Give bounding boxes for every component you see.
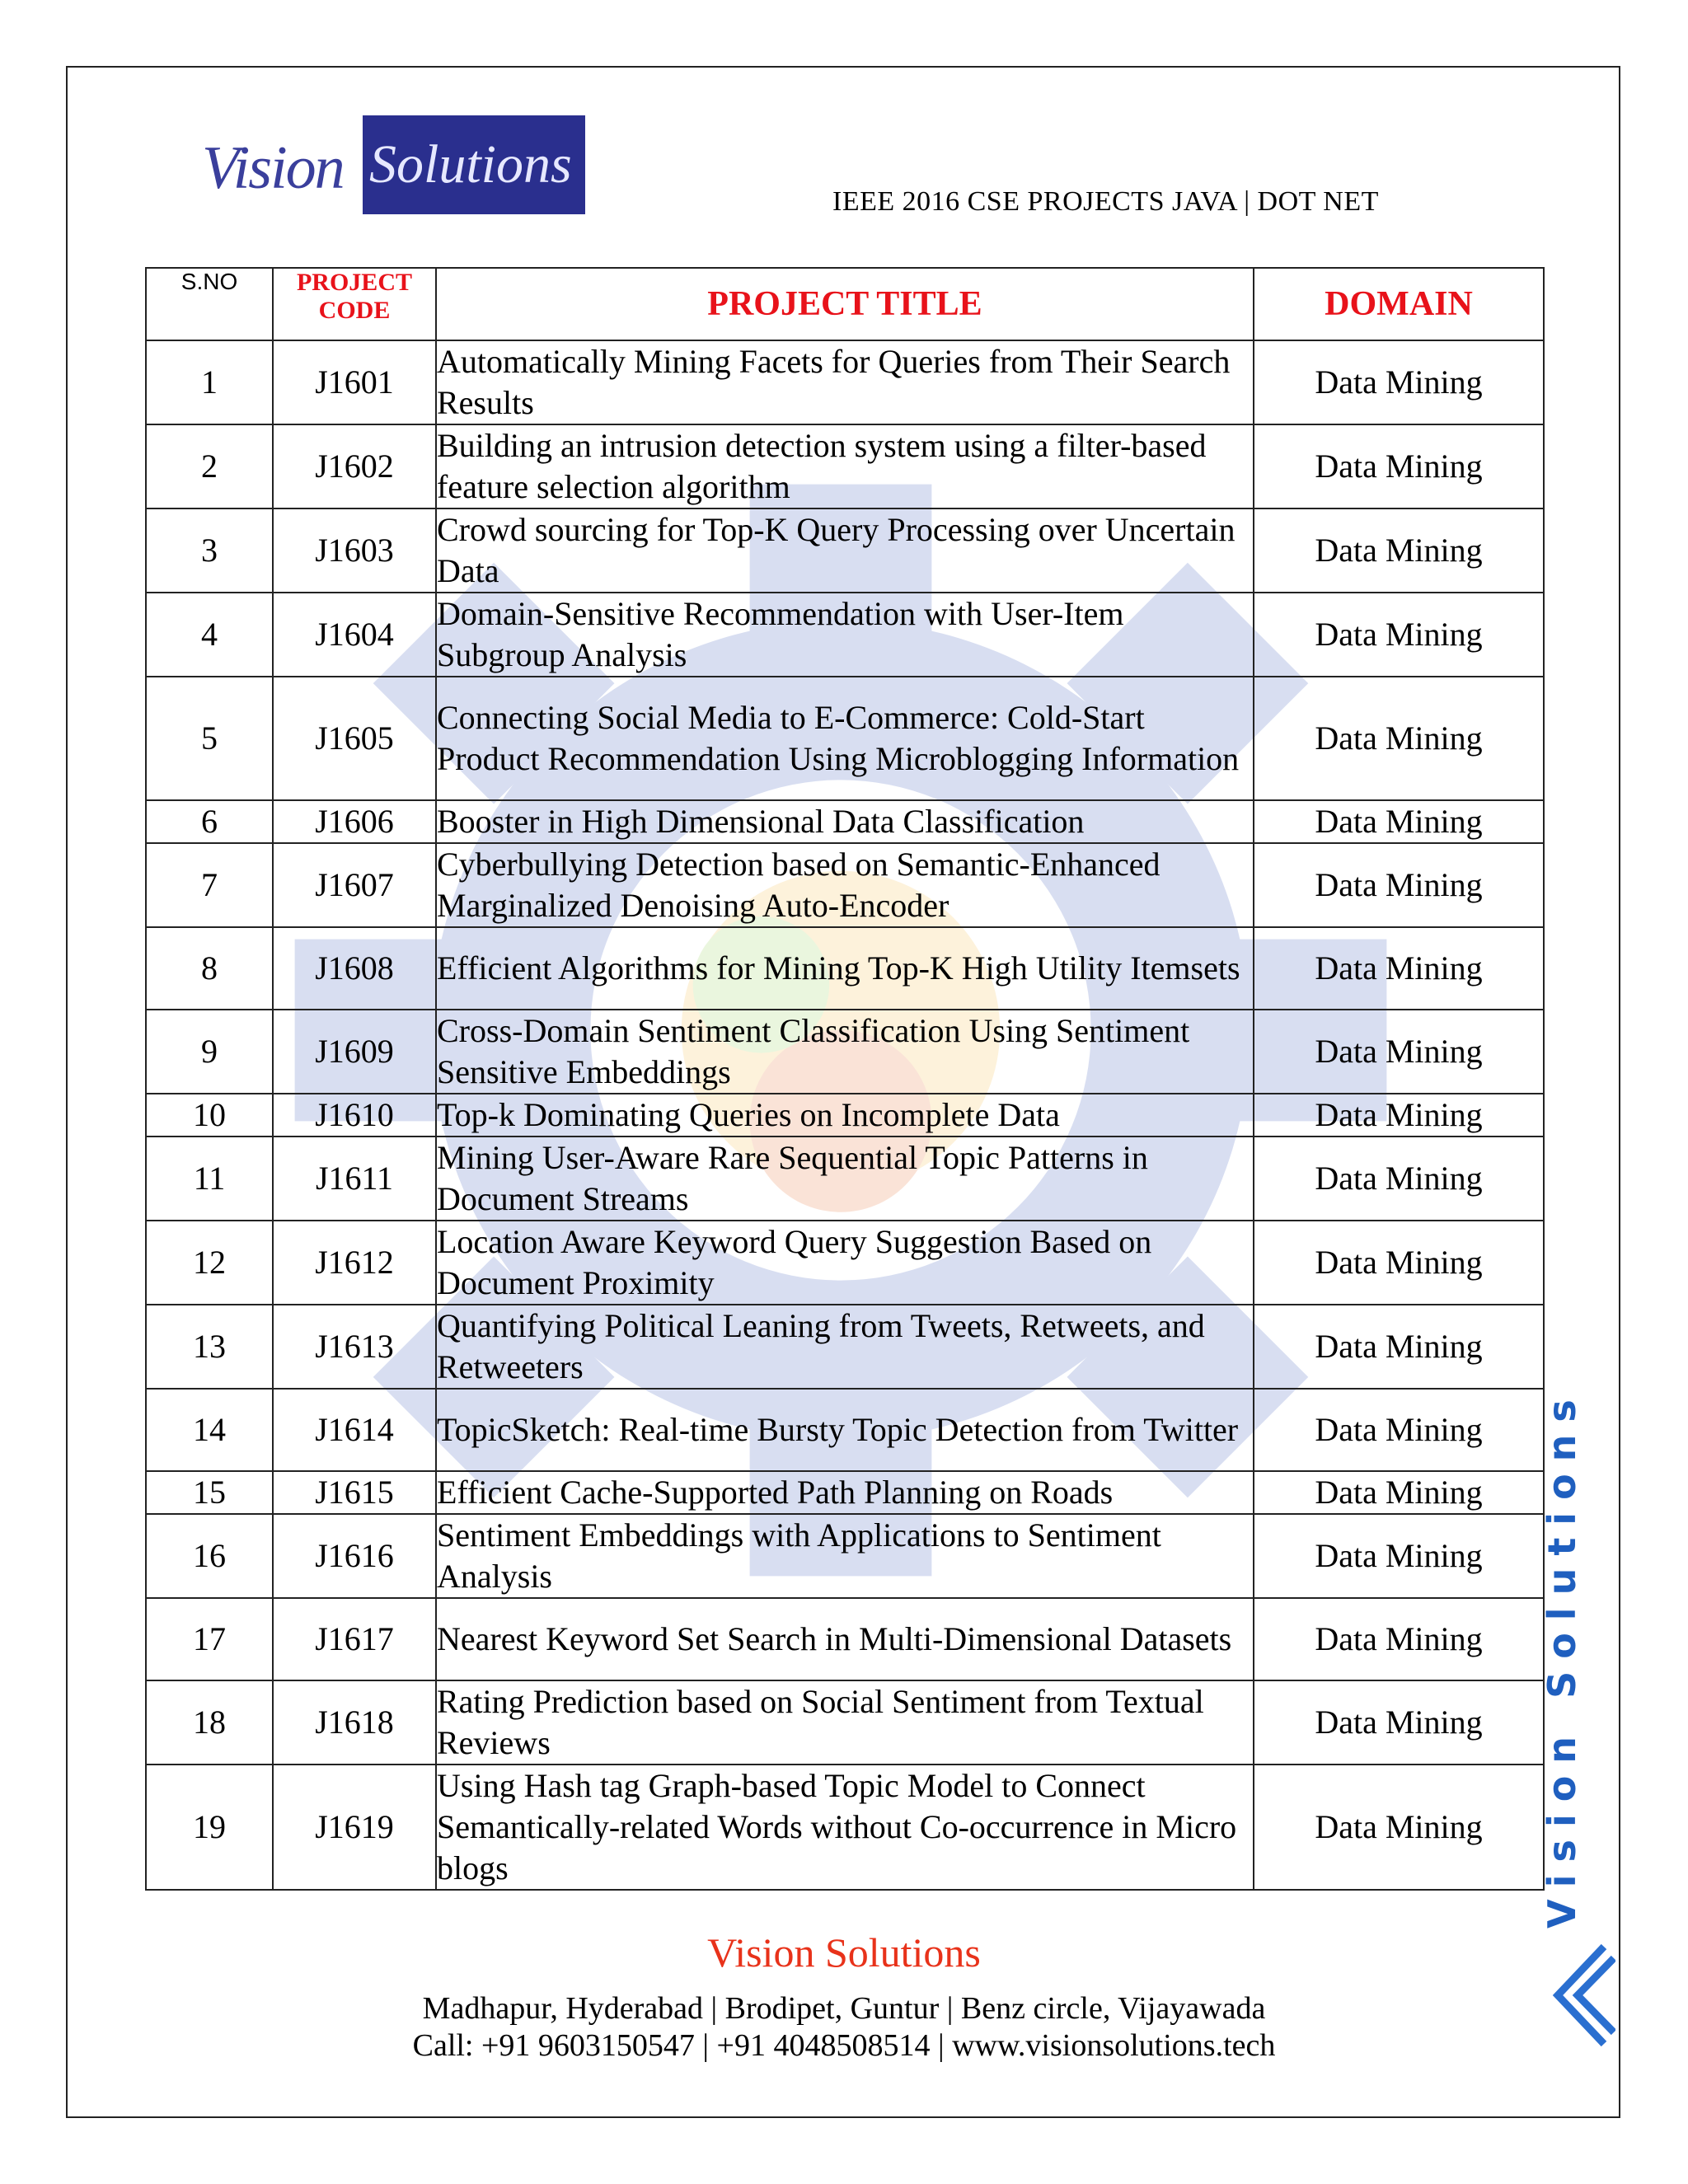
cell-domain: Data Mining — [1254, 1221, 1544, 1305]
table-row — [146, 1137, 1544, 1221]
table-row — [146, 593, 1544, 677]
cell-project-title: Mining User-Aware Rare Sequential Topic Patterns in Document Streams — [436, 1137, 1254, 1221]
cell-sno: 9 — [146, 1010, 273, 1094]
cell-domain: Data Mining — [1254, 1598, 1544, 1680]
cell-sno: 18 — [146, 1680, 273, 1765]
table-row — [146, 1514, 1544, 1598]
cell-domain: Data Mining — [1254, 677, 1544, 800]
chevron-logo-icon — [1546, 1942, 1615, 2049]
cell-domain: Data Mining — [1254, 1010, 1544, 1094]
cell-sno: 14 — [146, 1389, 273, 1471]
table-row — [146, 1305, 1544, 1389]
cell-project-title: Using Hash tag Graph-based Topic Model to Connect Semantically-related Words without Co-occurrence in Micro blogs — [436, 1765, 1254, 1890]
cell-project-code: J1617 — [273, 1598, 436, 1680]
cell-sno: 16 — [146, 1514, 273, 1598]
cell-project-code: J1619 — [273, 1765, 436, 1890]
cell-sno: 17 — [146, 1598, 273, 1680]
cell-project-code: J1607 — [273, 843, 436, 927]
table-row — [146, 1598, 1544, 1680]
table-row — [146, 1765, 1544, 1890]
cell-project-code: J1605 — [273, 677, 436, 800]
cell-project-title: Quantifying Political Leaning from Tweets, Retweets, and Retweeters — [436, 1305, 1254, 1389]
cell-sno: 3 — [146, 509, 273, 593]
cell-project-title: TopicSketch: Real-time Bursty Topic Detection from Twitter — [436, 1389, 1254, 1471]
cell-project-code: J1618 — [273, 1680, 436, 1765]
cell-project-title: Connecting Social Media to E-Commerce: Cold-Start Product Recommendation Using Microblogging Information — [436, 677, 1254, 800]
cell-domain: Data Mining — [1254, 927, 1544, 1010]
cell-project-code: J1616 — [273, 1514, 436, 1598]
side-brand-text: Vision Solutions — [1540, 1387, 1584, 1929]
table-row — [146, 424, 1544, 509]
cell-domain: Data Mining — [1254, 1471, 1544, 1514]
logo-word-solutions: Solutions — [363, 115, 585, 214]
cell-domain: Data Mining — [1254, 1094, 1544, 1137]
table-row — [146, 677, 1544, 800]
cell-domain: Data Mining — [1254, 1514, 1544, 1598]
cell-project-title: Sentiment Embeddings with Applications to Sentiment Analysis — [436, 1514, 1254, 1598]
cell-sno: 1 — [146, 340, 273, 424]
table-row — [146, 843, 1544, 927]
cell-project-code: J1609 — [273, 1010, 436, 1094]
cell-project-code: J1613 — [273, 1305, 436, 1389]
cell-project-code: J1608 — [273, 927, 436, 1010]
cell-domain: Data Mining — [1254, 800, 1544, 843]
cell-sno: 15 — [146, 1471, 273, 1514]
cell-domain: Data Mining — [1254, 1765, 1544, 1890]
cell-sno: 12 — [146, 1221, 273, 1305]
cell-project-code: J1604 — [273, 593, 436, 677]
footer-company-name: Vision Solutions — [707, 1929, 981, 1975]
cell-project-title: Domain-Sensitive Recommendation with User-Item Subgroup Analysis — [436, 593, 1254, 677]
table-row — [146, 1010, 1544, 1094]
cell-sno: 7 — [146, 843, 273, 927]
cell-domain: Data Mining — [1254, 1389, 1544, 1471]
footer-contact: Call: +91 9603150547 | +91 4048508514 | www.visionsolutions.tech — [412, 2028, 1276, 2063]
logo-word-vision: Vision — [202, 134, 344, 202]
cell-domain: Data Mining — [1254, 1680, 1544, 1765]
table-row — [146, 1471, 1544, 1514]
cell-project-title: Rating Prediction based on Social Sentiment from Textual Reviews — [436, 1680, 1254, 1765]
cell-sno: 4 — [146, 593, 273, 677]
cell-project-title: Nearest Keyword Set Search in Multi-Dimensional Datasets — [436, 1598, 1254, 1680]
cell-project-title: Efficient Algorithms for Mining Top-K High Utility Itemsets — [436, 927, 1254, 1010]
footer-address: Madhapur, Hyderabad | Brodipet, Guntur | Benz circle, Vijayawada — [422, 1991, 1266, 2026]
header-domain: DOMAIN — [1254, 268, 1544, 340]
cell-sno: 8 — [146, 927, 273, 1010]
table-row — [146, 1680, 1544, 1765]
cell-project-code: J1615 — [273, 1471, 436, 1514]
table-row — [146, 1094, 1544, 1137]
table-row — [146, 927, 1544, 1010]
table-row — [146, 800, 1544, 843]
cell-project-title: Crowd sourcing for Top-K Query Processing over Uncertain Data — [436, 509, 1254, 593]
cell-domain: Data Mining — [1254, 509, 1544, 593]
cell-project-code: J1611 — [273, 1137, 436, 1221]
cell-project-title: Building an intrusion detection system using a filter-based feature selection algorithm — [436, 424, 1254, 509]
cell-sno: 11 — [146, 1137, 273, 1221]
cell-project-code: J1614 — [273, 1389, 436, 1471]
table-row — [146, 509, 1544, 593]
cell-project-title: Efficient Cache-Supported Path Planning on Roads — [436, 1471, 1254, 1514]
header-sno: S.NO — [146, 268, 273, 340]
cell-project-title: Cyberbullying Detection based on Semantic-Enhanced Marginalized Denoising Auto-Encoder — [436, 843, 1254, 927]
cell-project-code: J1612 — [273, 1221, 436, 1305]
company-logo — [202, 115, 585, 214]
cell-project-code: J1603 — [273, 509, 436, 593]
cell-domain: Data Mining — [1254, 1305, 1544, 1389]
cell-domain: Data Mining — [1254, 1137, 1544, 1221]
cell-domain: Data Mining — [1254, 340, 1544, 424]
cell-sno: 19 — [146, 1765, 273, 1890]
cell-project-title: Cross-Domain Sentiment Classification Using Sentiment Sensitive Embeddings — [436, 1010, 1254, 1094]
cell-project-title: Top-k Dominating Queries on Incomplete Data — [436, 1094, 1254, 1137]
projects-table — [145, 267, 1545, 1891]
header-project-title: PROJECT TITLE — [436, 268, 1254, 340]
table-row — [146, 340, 1544, 424]
cell-project-code: J1606 — [273, 800, 436, 843]
cell-project-title: Booster in High Dimensional Data Classification — [436, 800, 1254, 843]
cell-project-code: J1610 — [273, 1094, 436, 1137]
cell-sno: 2 — [146, 424, 273, 509]
cell-sno: 5 — [146, 677, 273, 800]
cell-sno: 13 — [146, 1305, 273, 1389]
cell-project-code: J1602 — [273, 424, 436, 509]
cell-domain: Data Mining — [1254, 424, 1544, 509]
cell-domain: Data Mining — [1254, 593, 1544, 677]
cell-sno: 6 — [146, 800, 273, 843]
table-row — [146, 1221, 1544, 1305]
header-project-code: PROJECT CODE — [273, 268, 436, 340]
cell-project-code: J1601 — [273, 340, 436, 424]
cell-sno: 10 — [146, 1094, 273, 1137]
cell-domain: Data Mining — [1254, 843, 1544, 927]
table-header-row — [146, 268, 1544, 340]
table-row — [146, 1389, 1544, 1471]
document-subtitle: IEEE 2016 CSE PROJECTS JAVA | DOT NET — [832, 186, 1379, 217]
cell-project-title: Automatically Mining Facets for Queries from Their Search Results — [436, 340, 1254, 424]
cell-project-title: Location Aware Keyword Query Suggestion Based on Document Proximity — [436, 1221, 1254, 1305]
